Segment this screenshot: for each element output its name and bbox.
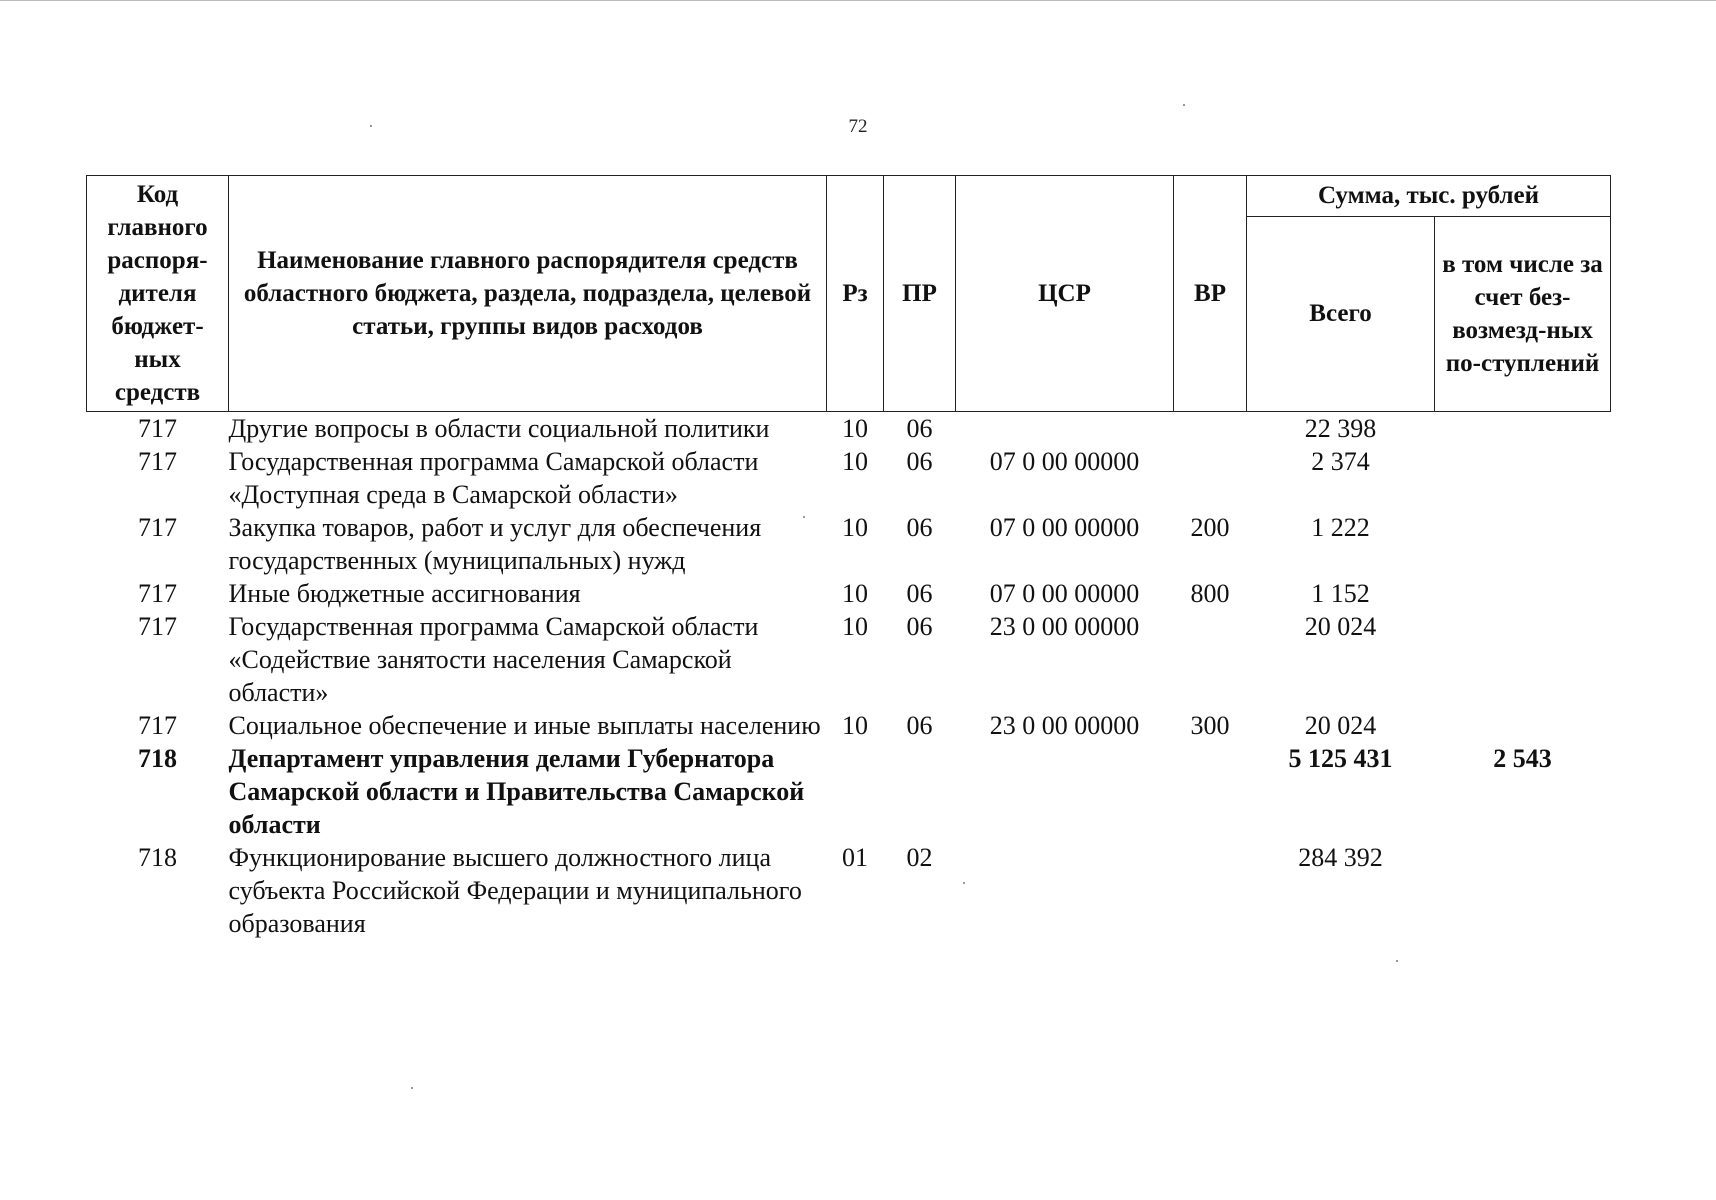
cell-code: 717 bbox=[138, 579, 177, 608]
cell-name: Социальное обеспечение и иные выплаты населению bbox=[228, 711, 821, 740]
cell-csr: 07 0 00 00000 bbox=[989, 513, 1140, 542]
cell-pr: 06 bbox=[906, 612, 933, 641]
top-scan-rule bbox=[0, 0, 1716, 1]
cell-total: 20 024 bbox=[1304, 711, 1377, 740]
header-gratuit: в том числе за счет без-возмезд-ных по-ступлений bbox=[1435, 216, 1611, 411]
cell-pr: 02 bbox=[906, 843, 933, 872]
header-csr: ЦСР bbox=[956, 176, 1174, 412]
table-row bbox=[87, 445, 1611, 511]
cell-rz: 10 bbox=[842, 579, 868, 608]
cell-pr: 06 bbox=[906, 711, 933, 740]
cell-csr bbox=[956, 742, 1174, 841]
header-total: Всего bbox=[1247, 216, 1435, 411]
cell-gratuit bbox=[1435, 412, 1611, 446]
header-name: Наименование главного распорядителя средств областного бюджета, раздела, подраздела, целевой статьи, группы видов расходов bbox=[229, 176, 827, 412]
cell-gratuit bbox=[1435, 511, 1611, 577]
cell-total: 22 398 bbox=[1304, 414, 1377, 443]
table-row bbox=[87, 841, 1611, 940]
cell-code: 717 bbox=[138, 612, 177, 641]
cell-code: 717 bbox=[138, 414, 177, 443]
cell-vr bbox=[1174, 445, 1247, 511]
cell-gratuit bbox=[1435, 610, 1611, 709]
cell-csr: 07 0 00 00000 bbox=[989, 579, 1140, 608]
budget-table bbox=[86, 175, 1611, 940]
cell-rz bbox=[827, 742, 884, 841]
cell-code: 717 bbox=[138, 513, 177, 542]
cell-vr: 300 bbox=[1190, 711, 1230, 740]
cell-code: 717 bbox=[138, 447, 177, 476]
cell-name: Департамент управления делами Губернатора Самарской области и Правительства Самарской области bbox=[228, 744, 805, 839]
table-row bbox=[87, 742, 1611, 841]
cell-rz: 10 bbox=[842, 612, 868, 641]
scan-speck bbox=[803, 516, 805, 518]
cell-code: 718 bbox=[138, 744, 177, 773]
header-rz: Рз bbox=[827, 176, 884, 412]
cell-pr: 06 bbox=[906, 513, 933, 542]
cell-gratuit bbox=[1435, 841, 1611, 940]
table-row bbox=[87, 412, 1611, 446]
table-body bbox=[87, 412, 1611, 941]
scan-speck bbox=[963, 882, 965, 884]
cell-name: Другие вопросы в области социальной политики bbox=[228, 414, 770, 443]
cell-pr bbox=[884, 742, 956, 841]
cell-rz: 01 bbox=[842, 843, 868, 872]
table-row bbox=[87, 577, 1611, 610]
cell-total: 284 392 bbox=[1298, 843, 1383, 872]
cell-name: Функционирование высшего должностного лица субъекта Российской Федерации и муниципального образования bbox=[228, 843, 802, 938]
cell-total: 20 024 bbox=[1304, 612, 1377, 641]
cell-gratuit bbox=[1435, 445, 1611, 511]
cell-rz: 10 bbox=[842, 447, 868, 476]
scan-speck bbox=[411, 1087, 413, 1089]
scan-speck bbox=[1396, 960, 1398, 962]
cell-csr: 23 0 00 00000 bbox=[989, 612, 1140, 641]
cell-vr bbox=[1174, 610, 1247, 709]
cell-name: Государственная программа Самарской области «Доступная среда в Самарской области» bbox=[228, 447, 759, 509]
table-row bbox=[87, 709, 1611, 742]
cell-vr: 200 bbox=[1190, 513, 1230, 542]
scan-speck bbox=[370, 125, 372, 127]
header-vr: ВР bbox=[1174, 176, 1247, 412]
cell-pr: 06 bbox=[906, 414, 933, 443]
cell-name: Государственная программа Самарской области «Содействие занятости населения Самарской области» bbox=[228, 612, 759, 707]
cell-rz: 10 bbox=[842, 711, 868, 740]
scan-speck bbox=[1183, 104, 1185, 106]
cell-csr: 23 0 00 00000 bbox=[989, 711, 1140, 740]
cell-total: 5 125 431 bbox=[1288, 744, 1393, 773]
cell-rz: 10 bbox=[842, 414, 868, 443]
cell-pr: 06 bbox=[906, 447, 933, 476]
cell-name: Закупка товаров, работ и услуг для обеспечения государственных (муниципальных) нужд bbox=[228, 513, 762, 575]
cell-vr bbox=[1174, 412, 1247, 446]
table-row bbox=[87, 610, 1611, 709]
cell-csr bbox=[956, 412, 1174, 446]
cell-vr: 800 bbox=[1190, 579, 1230, 608]
cell-code: 718 bbox=[138, 843, 177, 872]
header-pr: ПР bbox=[884, 176, 956, 412]
cell-gratuit bbox=[1435, 577, 1611, 610]
cell-csr: 07 0 00 00000 bbox=[989, 447, 1140, 476]
header-code: Код главного распоря-дителя бюджет-ных средств bbox=[87, 176, 229, 412]
cell-vr bbox=[1174, 841, 1247, 940]
table-row bbox=[87, 511, 1611, 577]
cell-gratuit: 2 543 bbox=[1493, 744, 1552, 773]
cell-name: Иные бюджетные ассигнования bbox=[228, 579, 581, 608]
table-header bbox=[87, 176, 1611, 412]
cell-csr bbox=[956, 841, 1174, 940]
cell-vr bbox=[1174, 742, 1247, 841]
cell-code: 717 bbox=[138, 711, 177, 740]
cell-pr: 06 bbox=[906, 579, 933, 608]
cell-total: 2 374 bbox=[1311, 447, 1370, 476]
cell-total: 1 152 bbox=[1311, 579, 1370, 608]
cell-total: 1 222 bbox=[1311, 513, 1370, 542]
cell-gratuit bbox=[1435, 709, 1611, 742]
cell-rz: 10 bbox=[842, 513, 868, 542]
header-sum: Сумма, тыс. рублей bbox=[1247, 176, 1611, 217]
page-number: 72 bbox=[848, 116, 868, 137]
